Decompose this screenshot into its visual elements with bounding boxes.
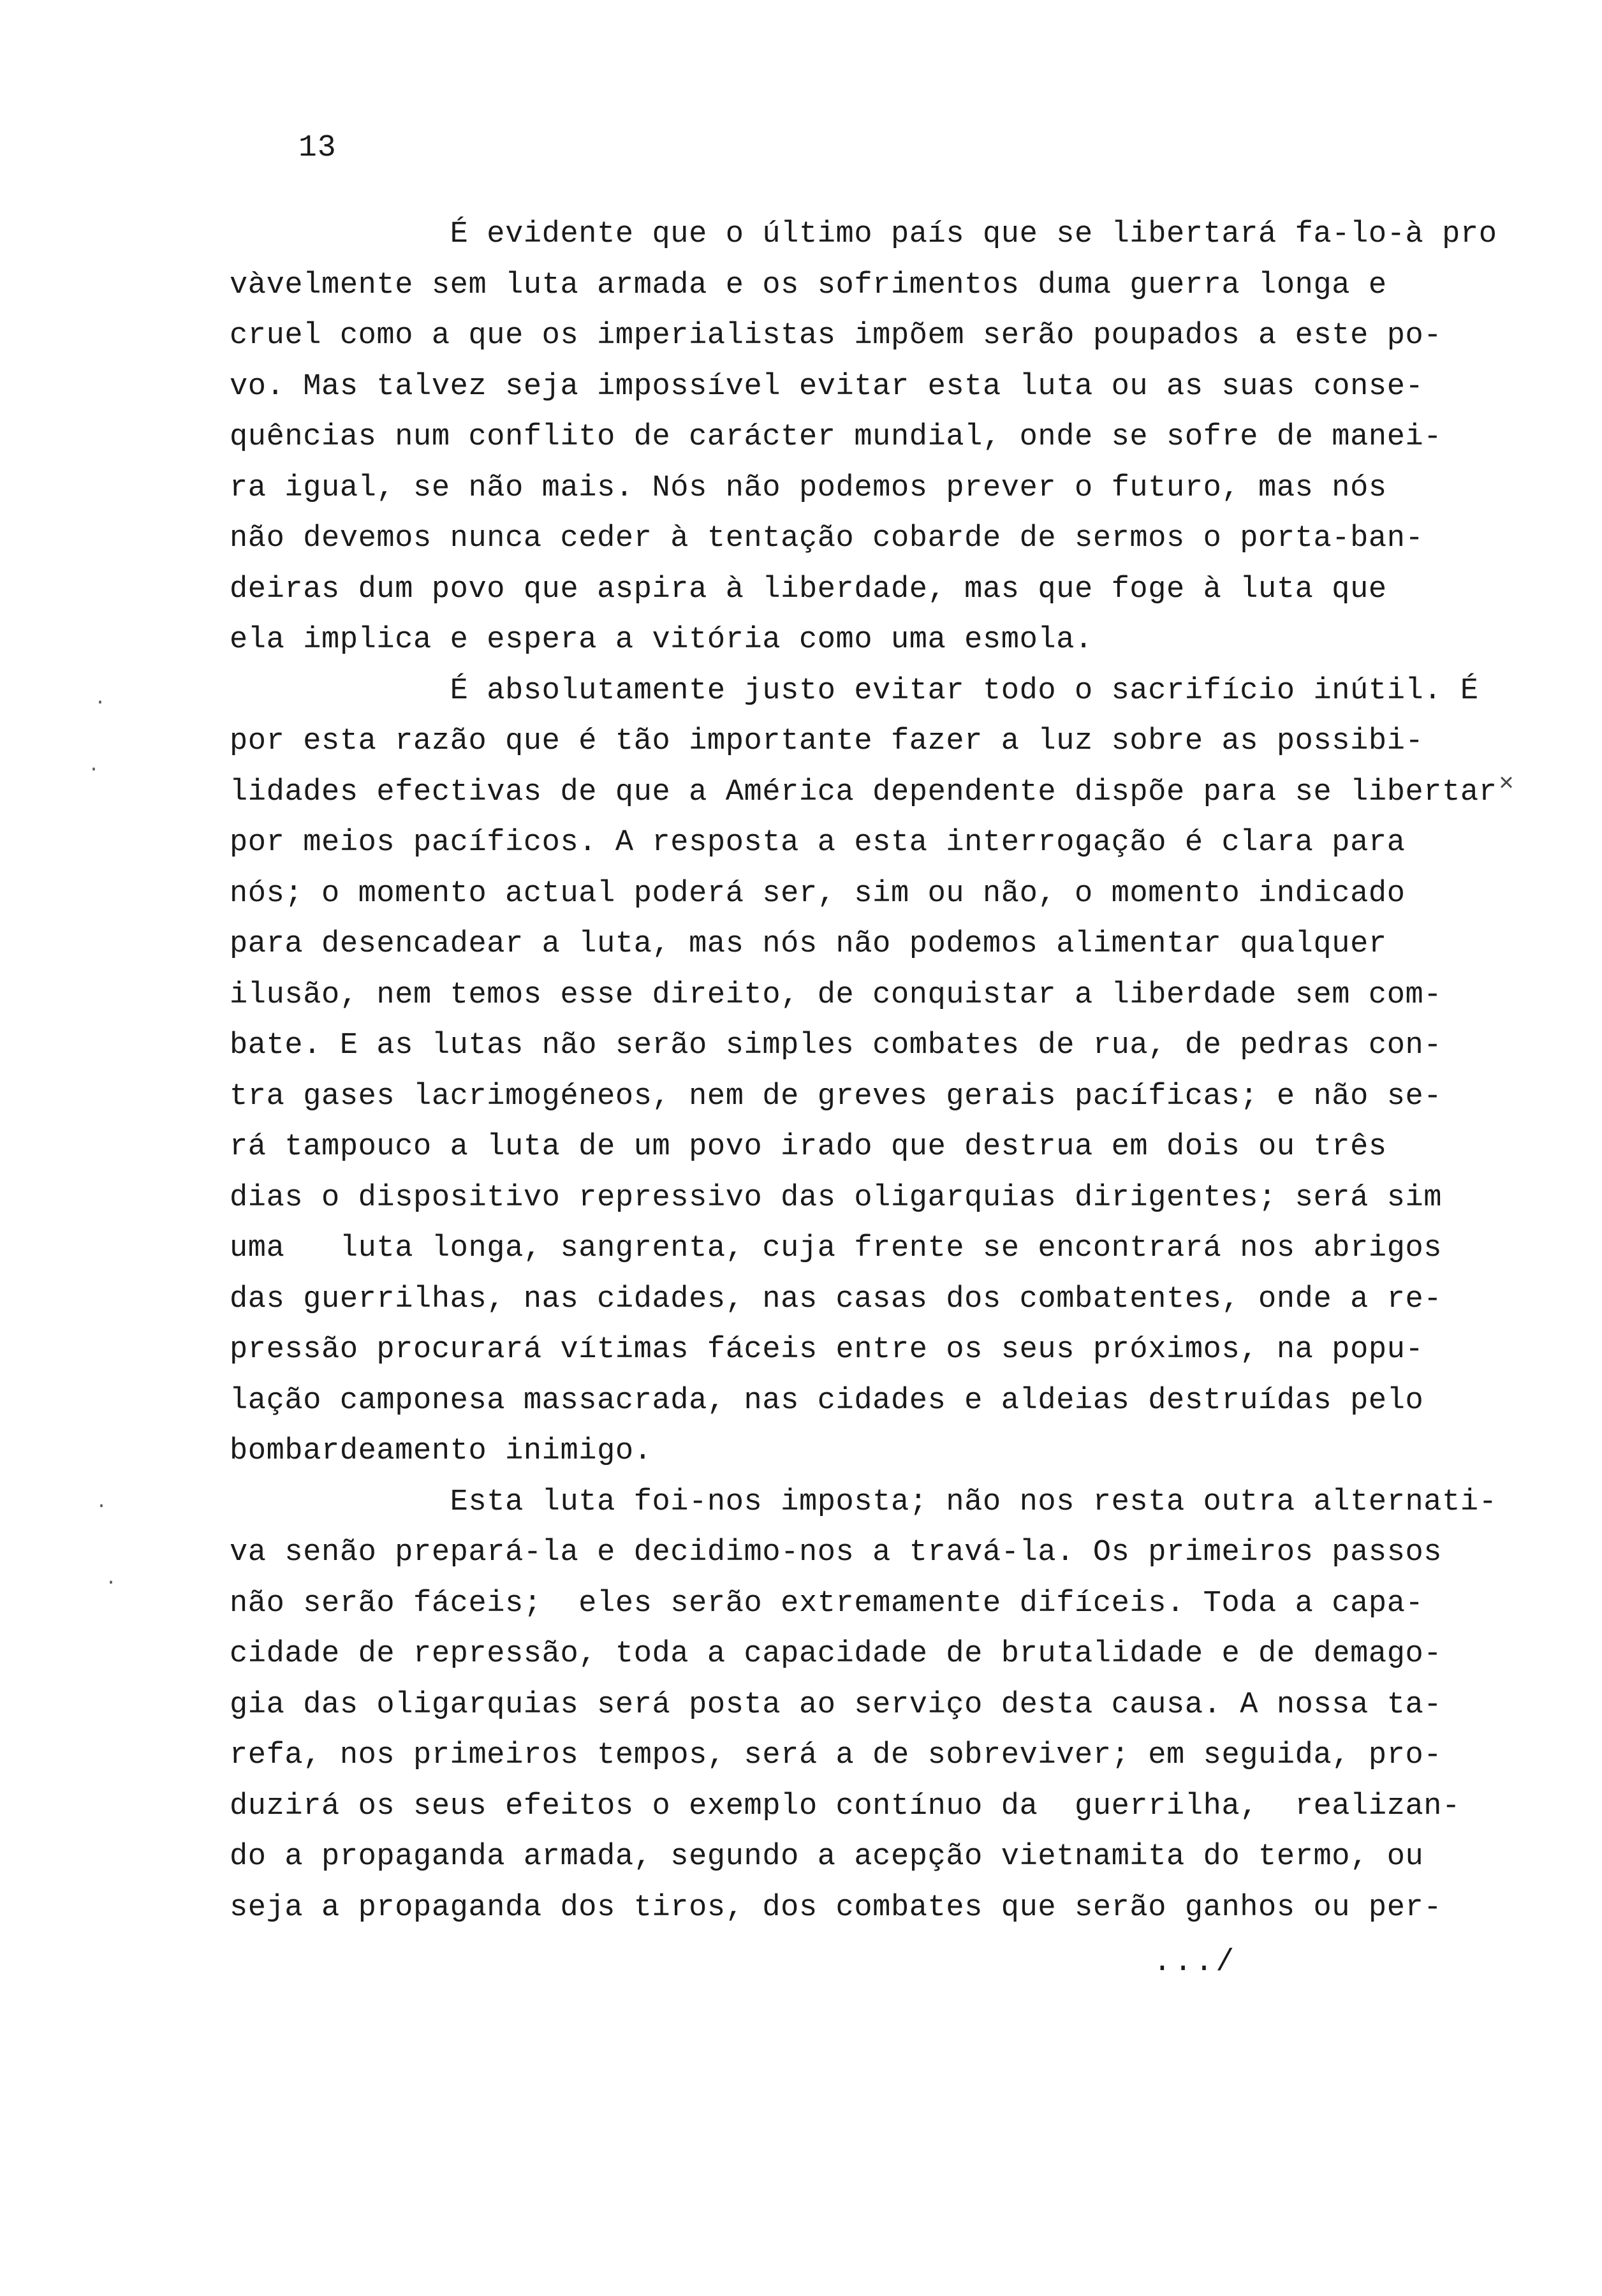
text-line: para desencadear a luta, mas nós não podemos alimentar qualquer <box>230 927 1387 961</box>
margin-cross-mark: × <box>1499 770 1515 799</box>
text-line: bate. E as lutas não serão simples combates de rua, de pedras con- <box>230 1029 1443 1063</box>
continuation-dots: ... <box>1153 1945 1216 1980</box>
text-line: refa, nos primeiros tempos, será a de sobreviver; em seguida, pro- <box>230 1739 1443 1772</box>
margin-speck: · <box>105 1572 117 1594</box>
text-line: do a propaganda armada, segundo a acepção vietnamita do termo, ou <box>230 1840 1424 1874</box>
text-line: por meios pacíficos. A resposta a esta interrogação é clara para <box>230 826 1406 860</box>
text-line: lidades efectivas de que a América dependente dispõe para se libertar <box>230 775 1497 809</box>
text-line: gia das oligarquias será posta ao serviço desta causa. A nossa ta- <box>230 1688 1443 1722</box>
text-line: das guerrilhas, nas cidades, nas casas dos combatentes, onde a re- <box>230 1282 1443 1316</box>
text-line: tra gases lacrimogéneos, nem de greves gerais pacíficas; e não se- <box>230 1079 1443 1114</box>
text-line: lação camponesa massacrada, nas cidades e aldeias destruídas pelo <box>230 1383 1424 1418</box>
text-line: É absolutamente justo evitar todo o sacrifício inútil. É <box>230 673 1479 708</box>
text-line: va senão prepará-la e decidimo-nos a travá-la. Os primeiros passos <box>230 1536 1443 1570</box>
text-line: quências num conflito de carácter mundial, onde se sofre de manei- <box>230 420 1443 454</box>
text-line: bombardeamento inimigo. <box>230 1434 652 1468</box>
text-line: rá tampouco a luta de um povo irado que destrua em dois ou três <box>230 1130 1387 1164</box>
text-line: cidade de repressão, toda a capacidade de brutalidade e de demago- <box>230 1637 1443 1671</box>
text-line: duzirá os seus efeitos o exemplo contínuo da guerrilha, realizan- <box>230 1789 1460 1823</box>
margin-speck: · <box>88 759 100 781</box>
text-line: vàvelmente sem luta armada e os sofrimentos duma guerra longa e <box>230 268 1387 302</box>
text-line: Esta luta foi-nos imposta; não nos resta outra alternati- <box>230 1485 1497 1519</box>
body-text <box>230 209 1497 1933</box>
text-line: ilusão, nem temos esse direito, de conquistar a liberdade sem com- <box>230 978 1443 1012</box>
margin-speck: · <box>94 692 107 714</box>
text-line: não serão fáceis; eles serão extremamente difíceis. Toda a capa- <box>230 1586 1424 1621</box>
text-line: dias o dispositivo repressivo das oligarquias dirigentes; será sim <box>230 1181 1443 1215</box>
text-line: vo. Mas talvez seja impossível evitar esta luta ou as suas conse- <box>230 369 1424 404</box>
text-line: cruel como a que os imperialistas impõem serão poupados a este po- <box>230 319 1443 353</box>
page-number: 13 <box>298 131 337 165</box>
text-line: ela implica e espera a vitória como uma esmola. <box>230 623 1093 657</box>
text-line: seja a propaganda dos tiros, dos combates que serão ganhos ou per- <box>230 1890 1443 1925</box>
text-line: ra igual, se não mais. Nós não podemos prever o futuro, mas nós <box>230 471 1387 505</box>
text-line: nós; o momento actual poderá ser, sim ou não, o momento indicado <box>230 876 1406 911</box>
text-line: deiras dum povo que aspira à liberdade, mas que foge à luta que <box>230 572 1387 607</box>
text-line: uma luta longa, sangrenta, cuja frente se encontrará nos abrigos <box>230 1232 1443 1265</box>
margin-speck: · <box>96 1496 108 1517</box>
text-line: por esta razão que é tão importante fazer a luz sobre as possibi- <box>230 725 1424 758</box>
text-line: pressão procurará vítimas fáceis entre os seus próximos, na popu- <box>230 1333 1424 1367</box>
text-line: não devemos nunca ceder à tentação cobarde de sermos o porta-ban- <box>230 522 1424 556</box>
text-line: É evidente que o último país que se libertará fa-lo-à pro <box>230 217 1497 251</box>
continuation-mark: .../ <box>1153 1945 1237 1980</box>
